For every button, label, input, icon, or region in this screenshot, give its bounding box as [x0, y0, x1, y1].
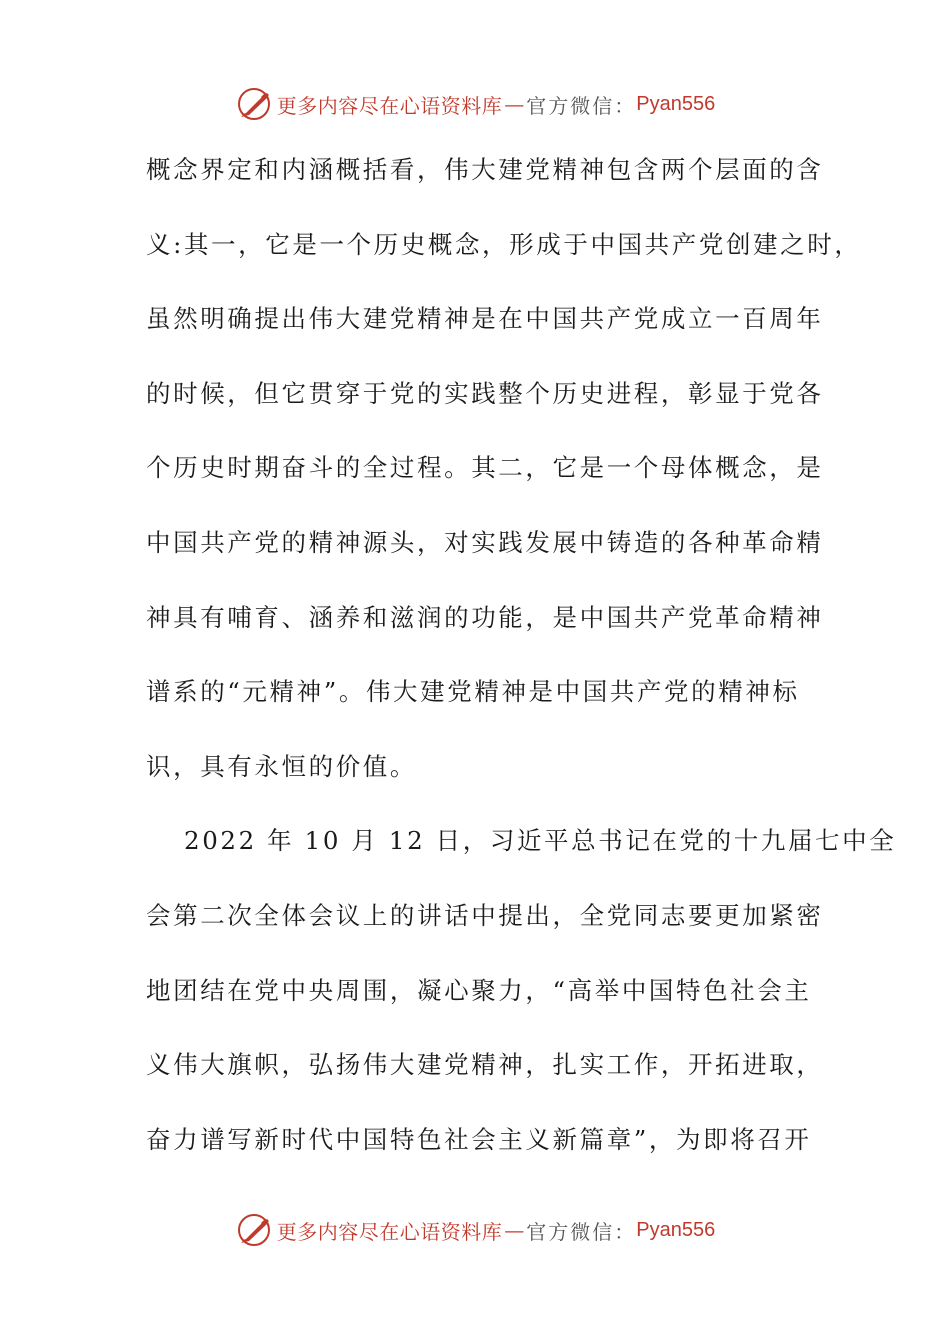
banner-wechat-label: 官方微信：	[526, 1219, 637, 1244]
text-line: 奋力谱写新时代中国特色社会主义新篇章”，为即将召开	[146, 1124, 812, 1154]
quill-logo-icon	[235, 1211, 273, 1249]
footer-banner	[0, 1208, 950, 1252]
text-line: 义:其一，它是一个历史概念，形成于中国共产党创建之时，	[146, 229, 862, 259]
text-line: 会第二次全体会议上的讲话中提出，全党同志要更加紧密	[146, 900, 824, 930]
banner-main-text: 更多内容尽在心语资料库	[276, 93, 503, 118]
banner-separator: —	[504, 92, 525, 116]
text-line: 识，具有永恒的价值。	[146, 751, 417, 781]
quill-logo-icon	[235, 85, 273, 123]
text-line: 中国共产党的精神源头，对实践发展中铸造的各种革命精	[146, 527, 824, 557]
banner-wechat-id: Pyan556	[636, 92, 716, 115]
document-body	[146, 146, 897, 1190]
text-line: 神具有哺育、涵养和滋润的功能，是中国共产党革命精神	[146, 602, 824, 632]
text-line: 的时候，但它贯穿于党的实践整个历史进程，彰显于党各	[146, 378, 824, 408]
paragraph-2	[146, 817, 897, 1190]
text-line: 义伟大旗帜，弘扬伟大建党精神，扎实工作，开拓进取，	[146, 1050, 824, 1080]
paragraph-1	[146, 146, 862, 817]
text-line: 2022 年 10 月 12 日，习近平总书记在党的十九届七中全	[184, 826, 897, 856]
text-line: 谱系的“元精神”。伟大建党精神是中国共产党的精神标	[146, 677, 800, 707]
banner-main-text: 更多内容尽在心语资料库	[276, 1219, 503, 1244]
header-banner	[0, 82, 950, 126]
text-line: 虽然明确提出伟大建党精神是在中国共产党成立一百周年	[146, 304, 824, 334]
text-line: 个历史时期奋斗的全过程。其二，它是一个母体概念，是	[146, 453, 824, 483]
banner-wechat-label: 官方微信：	[526, 93, 637, 118]
text-line: 概念界定和内涵概括看，伟大建党精神包含两个层面的含	[146, 155, 824, 184]
banner-wechat-id: Pyan556	[636, 1218, 716, 1241]
text-line: 地团结在党中央周围，凝心聚力，“高举中国特色社会主	[146, 975, 812, 1005]
banner-separator: —	[504, 1218, 525, 1242]
